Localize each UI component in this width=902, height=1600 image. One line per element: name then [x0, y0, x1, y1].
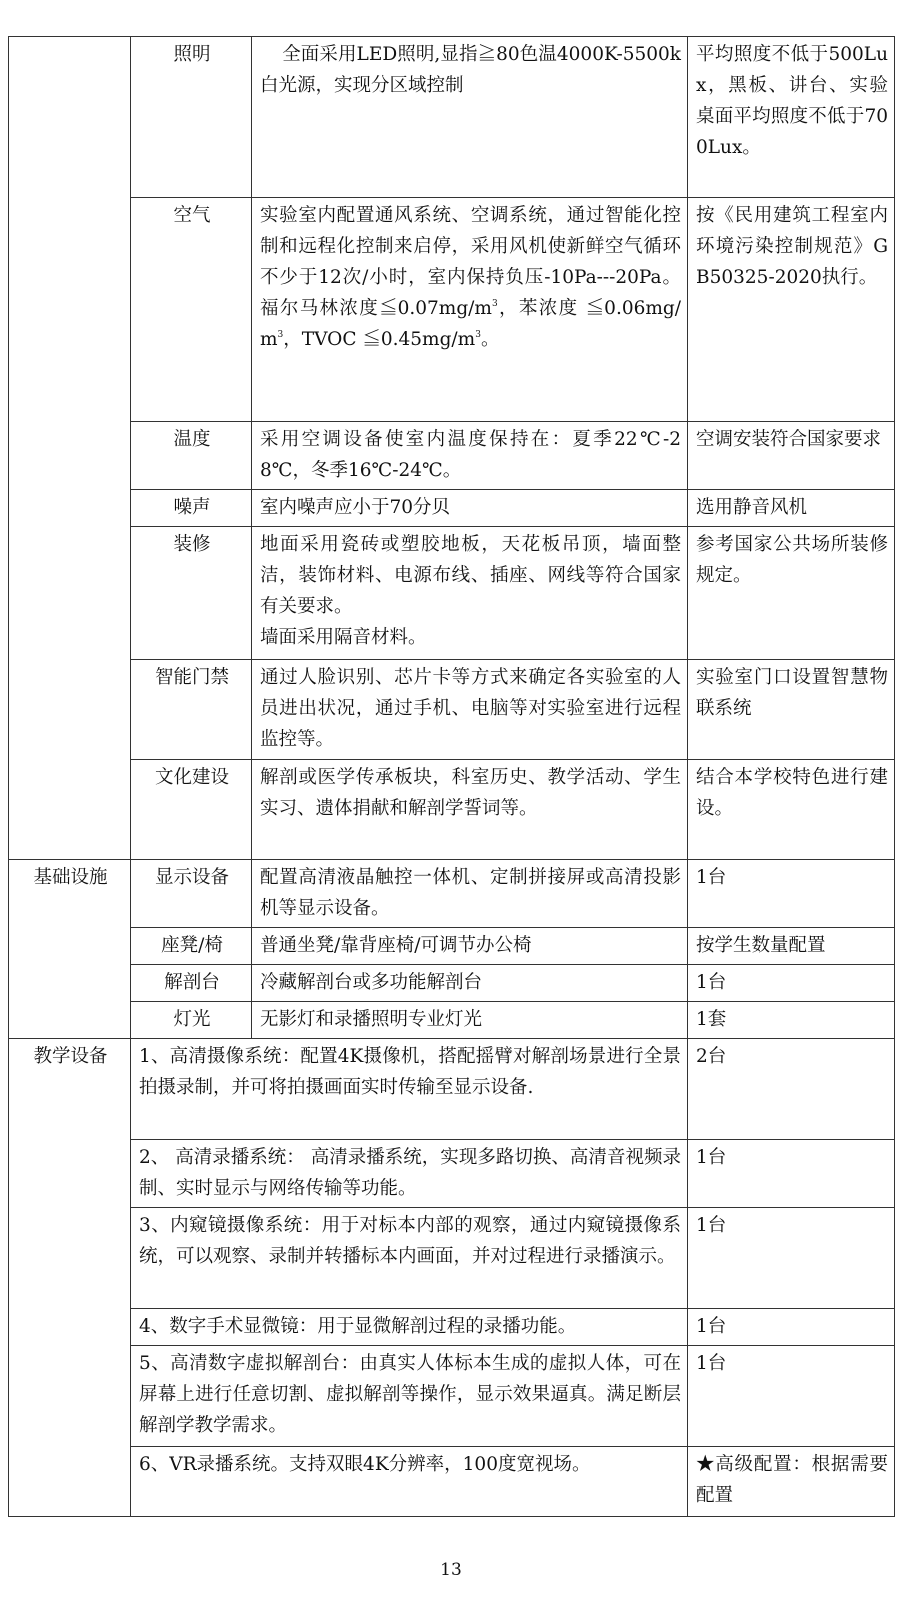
table-row-teaching-3	[9, 1208, 895, 1309]
item-temperature: 温度	[131, 422, 252, 490]
table-row-access-control	[9, 660, 895, 760]
table-row-air	[9, 198, 895, 422]
note-teaching-3: 1台	[688, 1208, 895, 1309]
item-noise: 噪声	[131, 490, 252, 527]
table-row-noise	[9, 490, 895, 527]
desc-decoration-line-2: 墙面采用隔音材料。	[260, 627, 427, 648]
desc-decoration-line-1: 地面采用瓷砖或塑胶地板，天花板吊顶，墙面整洁，装饰材料、电源布线、插座、网线等符合国家有关要求。	[260, 534, 681, 617]
item-decoration: 装修	[131, 527, 252, 660]
desc-air	[252, 198, 688, 422]
desc-culture: 解剖或医学传承板块，科室历史、教学活动、学生实习、遗体捐献和解剖学誓词等。	[252, 760, 688, 860]
table-row-decoration	[9, 527, 895, 660]
superscript-cubic: 3	[277, 330, 284, 340]
desc-teaching-6: 6、VR录播系统。支持双眼4K分辨率，100度宽视场。	[131, 1447, 688, 1517]
note-culture: 结合本学校特色进行建设。	[688, 760, 895, 860]
desc-air-part-a: 实验室内配置通风系统、空调系统，通过智能化控制和远程化控制来启停，采用风机使新鲜空气循环不少于12次/小时，室内保持负压-10Pa---20Pa。福尔马林浓度≦0.07mg/m	[260, 205, 681, 319]
item-display: 显示设备	[131, 860, 252, 928]
table-row-teaching-1	[9, 1039, 895, 1140]
specification-table	[8, 36, 895, 1517]
desc-seating: 普通坐凳/靠背座椅/可调节办公椅	[252, 928, 688, 965]
table-row-lights	[9, 1002, 895, 1039]
desc-access-control: 通过人脸识别、芯片卡等方式来确定各实验室的人员进出状况，通过手机、电脑等对实验室进行远程监控等。	[252, 660, 688, 760]
note-teaching-5: 1台	[688, 1346, 895, 1447]
note-air: 按《民用建筑工程室内环境污染控制规范》GB50325-2020执行。	[688, 198, 895, 422]
table-row-seating	[9, 928, 895, 965]
desc-decoration	[252, 527, 688, 660]
item-access-control: 智能门禁	[131, 660, 252, 760]
desc-teaching-4: 4、数字手术显微镜：用于显微解剖过程的录播功能。	[131, 1309, 688, 1346]
item-lighting: 照明	[131, 37, 252, 198]
item-dissection-table: 解剖台	[131, 965, 252, 1002]
superscript-cubic: 3	[491, 299, 498, 309]
table-row-teaching-5	[9, 1346, 895, 1447]
note-noise: 选用静音风机	[688, 490, 895, 527]
note-display: 1台	[688, 860, 895, 928]
item-seating: 座凳/椅	[131, 928, 252, 965]
desc-teaching-5: 5、高清数字虚拟解剖台：由真实人体标本生成的虚拟人体，可在屏幕上进行任意切割、虚拟解剖等操作，显示效果逼真。满足断层解剖学教学需求。	[131, 1346, 688, 1447]
note-decoration: 参考国家公共场所装修规定。	[688, 527, 895, 660]
desc-temperature: 采用空调设备使室内温度保持在：夏季22℃-28℃，冬季16℃-24℃。	[252, 422, 688, 490]
note-teaching-4: 1台	[688, 1309, 895, 1346]
desc-teaching-2: 2、 高清录播系统： 高清录播系统，实现多路切换、高清音视频录制、实时显示与网络传输等功能。	[131, 1140, 688, 1208]
item-lights: 灯光	[131, 1002, 252, 1039]
category-cell-environment	[9, 37, 131, 860]
desc-air-part-c: ，TVOC ≦0.45mg/m	[283, 329, 476, 350]
note-access-control: 实验室门口设置智慧物联系统	[688, 660, 895, 760]
category-infrastructure: 基础设施	[9, 860, 131, 1039]
table-row-culture	[9, 760, 895, 860]
note-temperature: 空调安装符合国家要求	[688, 422, 895, 490]
desc-dissection-table: 冷藏解剖台或多功能解剖台	[252, 965, 688, 1002]
item-air: 空气	[131, 198, 252, 422]
category-teaching-equipment: 教学设备	[9, 1039, 131, 1517]
note-teaching-6: ★高级配置：根据需要配置	[688, 1447, 895, 1517]
desc-air-part-d: 。	[480, 329, 500, 350]
note-teaching-1: 2台	[688, 1039, 895, 1140]
table-row-temperature	[9, 422, 895, 490]
desc-lights: 无影灯和录播照明专业灯光	[252, 1002, 688, 1039]
desc-teaching-3: 3、内窥镜摄像系统：用于对标本内部的观察，通过内窥镜摄像系统，可以观察、录制并转播标本内画面，并对过程进行录播演示。	[131, 1208, 688, 1309]
table-row-dissection-table	[9, 965, 895, 1002]
table-row-teaching-6	[9, 1447, 895, 1517]
page-number: 13	[440, 1560, 462, 1580]
table-row-lighting	[9, 37, 895, 198]
desc-air-part-b: ，苯浓度 ≦0.06mg/m	[260, 298, 681, 350]
note-seating: 按学生数量配置	[688, 928, 895, 965]
desc-lighting: 全面采用LED照明,显指≧80色温4000K-5500k白光源，实现分区域控制	[252, 37, 688, 198]
desc-display: 配置高清液晶触控一体机、定制拼接屏或高清投影机等显示设备。	[252, 860, 688, 928]
note-lights: 1套	[688, 1002, 895, 1039]
table-row-display	[9, 860, 895, 928]
note-dissection-table: 1台	[688, 965, 895, 1002]
item-culture: 文化建设	[131, 760, 252, 860]
note-teaching-2: 1台	[688, 1140, 895, 1208]
desc-teaching-1: 1、高清摄像系统：配置4K摄像机，搭配摇臂对解剖场景进行全景拍摄录制，并可将拍摄画面实时传输至显示设备.	[131, 1039, 688, 1140]
superscript-cubic: 3	[475, 330, 481, 340]
table-row-teaching-4	[9, 1309, 895, 1346]
desc-noise: 室内噪声应小于70分贝	[252, 490, 688, 527]
note-lighting: 平均照度不低于500Lux，黑板、讲台、实验桌面平均照度不低于700Lux。	[688, 37, 895, 198]
table-row-teaching-2	[9, 1140, 895, 1208]
